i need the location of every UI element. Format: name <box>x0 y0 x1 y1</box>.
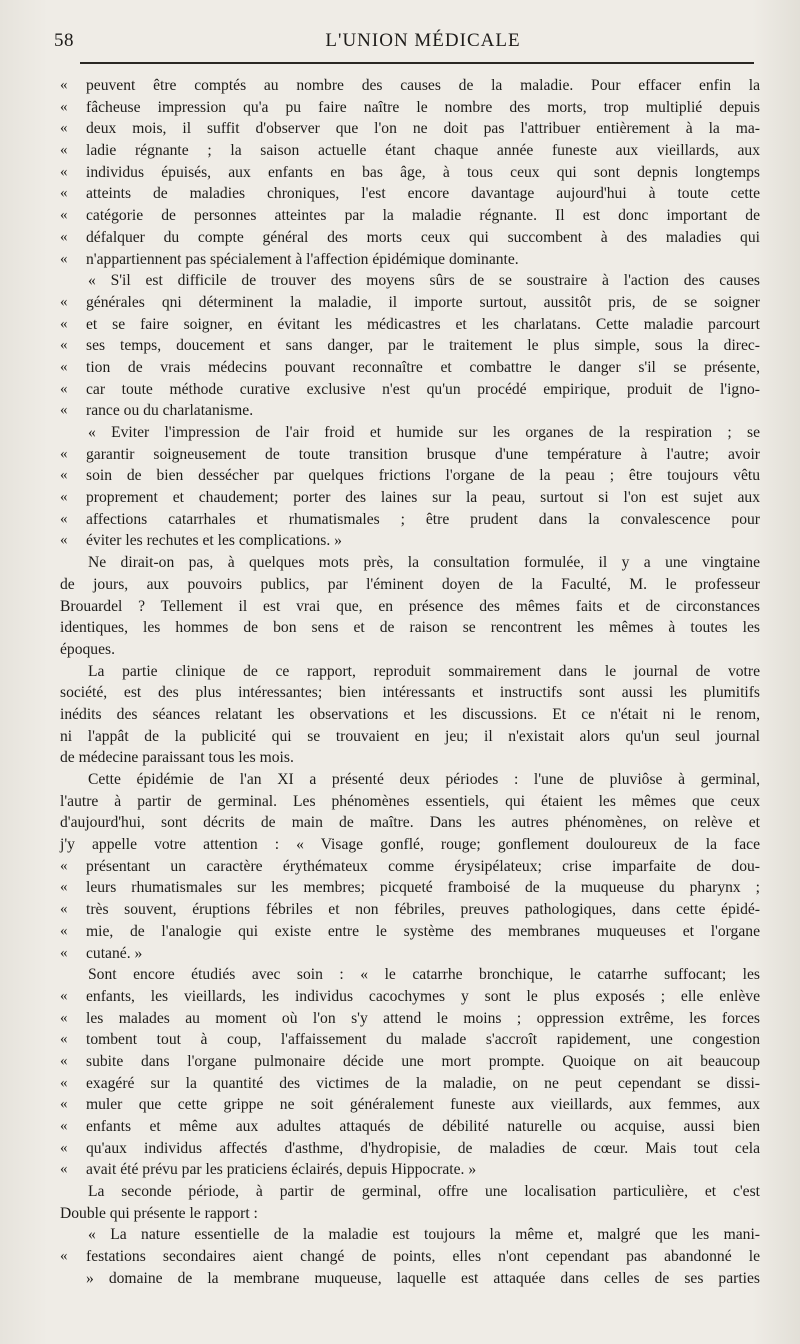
text-line: « atteints de maladies chroniques, l'est encore davantage aujourd'hui à toute cette <box>60 183 760 205</box>
text-line: d'aujourd'hui, sont décrits de main de maître. Dans les autres phénomènes, on relève et <box>60 814 760 832</box>
text-line: société, est des plus intéressantes; bien intéressants et instructifs sont aussi les plumitifs <box>60 684 760 702</box>
text-line: Cette épidémie de l'an XI a présenté deux périodes : l'une de pluviôse à germinal, <box>88 771 760 788</box>
text-line: de jours, aux pouvoirs publics, par l'éminent doyen de la Faculté, M. le professeur <box>60 575 760 593</box>
text-line: « tombent tout à coup, l'affaissement du malade s'accroît rapidement, une congestion <box>60 1029 760 1051</box>
text-line: « proprement et chaudement; porter des laines sur la peau, surtout si l'on est sujet aux <box>60 487 760 509</box>
text-line: « enfants et même aux adultes attaqués de débilité naturelle ou acquise, aussi bien <box>60 1116 760 1138</box>
page-header <box>54 30 752 56</box>
text-line: identiques, les hommes de bon sens et de raison se rencontrent les mêmes à toutes les <box>60 619 760 637</box>
text-line: » domaine de la membrane muqueuse, laquelle est attaquée dans celles de ses parties <box>86 1269 760 1287</box>
text-line: « Eviter l'impression de l'air froid et humide sur les organes de la respiration ; se <box>88 424 760 441</box>
text-line: « affections catarrhales et rhumatismales ; être prudent dans la convalescence pour <box>60 509 760 531</box>
text-line: « car toute méthode curative exclusive n'est qu'un procédé empirique, produit de l'igno- <box>60 379 760 401</box>
text-line: « festations secondaires aient changé de points, elles n'ont cependant pas abandonné le <box>60 1246 760 1268</box>
body-text <box>60 75 760 1290</box>
text-line: « mie, de l'analogie qui existe entre le système des membranes muqueuses et l'organe <box>60 921 760 943</box>
text-line: « défalquer du compte général des morts ceux qui succombent à des maladies qui <box>60 227 760 249</box>
text-line: « présentant un caractère érythémateux comme érysipélateux; crise imparfaite de dou- <box>60 856 760 878</box>
text-line: « et se faire soigner, en évitant les médicastres et les charlatans. Cette maladie parcourt <box>60 314 760 336</box>
text-line: La partie clinique de ce rapport, reproduit sommairement dans le journal de votre <box>88 662 760 680</box>
text-line: « n'appartiennent pas spécialement à l'affection épidémique dominante. <box>60 249 760 271</box>
text-line: j'y appelle votre attention : « Visage gonflé, rouge; gonflement douloureux de la face <box>60 836 760 854</box>
text-line: « leurs rhumatismales sur les membres; picqueté framboisé de la muqueuse du pharynx ; <box>60 877 760 899</box>
text-line: « éviter les rechutes et les complications. » <box>60 530 760 552</box>
text-line: « qu'aux individus affectés d'asthme, d'hydropisie, de maladies de cœur. Mais tout cela <box>60 1138 760 1160</box>
text-line: « soin de bien dessécher par quelques frictions l'organe de la peau ; être toujours vêtu <box>60 465 760 487</box>
text-line: « peuvent être comptés au nombre des causes de la maladie. Pour effacer enfin la <box>60 75 760 97</box>
text-line: « deux mois, il suffit d'observer que l'on ne doit pas l'attribuer entièrement à la ma- <box>60 118 760 140</box>
text-line: « individus épuisés, aux enfants en bas âge, à tous ceux qui sont depnis longtemps <box>60 162 760 184</box>
text-line: « cutané. » <box>60 943 760 965</box>
text-line: Sont encore étudiés avec soin : « le catarrhe bronchique, le catarrhe suffocant; les <box>88 966 760 984</box>
text-line: La seconde période, à partir de germinal, offre une localisation particulière, et c'est <box>88 1183 760 1201</box>
text-line: époques. <box>60 640 115 658</box>
text-line: Double qui présente le rapport : <box>60 1204 258 1222</box>
text-line: « garantir soigneusement de toute transition brusque d'une température à l'autre; avoir <box>60 444 760 466</box>
text-line: « enfants, les vieillards, les individus cacochymes y sont le plus exposés ; elle enlève <box>60 986 760 1008</box>
text-line: « avait été prévu par les praticiens éclairés, depuis Hippocrate. » <box>60 1159 760 1181</box>
text-line: « ses temps, doucement et sans danger, par le traitement le plus simple, sous la direc- <box>60 335 760 357</box>
text-line: « fâcheuse impression qu'a pu faire naître le nombre des morts, trop multiplié depuis <box>60 97 760 119</box>
text-line: « ladie régnante ; la saison actuelle étant chaque année funeste aux vieillards, aux <box>60 140 760 162</box>
text-line: « les malades au moment où l'on s'y attend le moins ; oppression extrême, les forces <box>60 1008 760 1030</box>
page-number: 58 <box>54 30 74 51</box>
text-line: de médecine paraissant tous les mois. <box>60 749 294 767</box>
text-line: « subite dans l'organe pulmonaire décide une mort prompte. Quoique on ait beaucoup <box>60 1051 760 1073</box>
text-line: « exagéré sur la quantité des victimes de la maladie, on ne peut cependant se dissi- <box>60 1073 760 1095</box>
text-line: l'autre à partir de germinal. Les phénomènes essentiels, qui étaient les mêmes que ceux <box>60 792 760 810</box>
text-line: « catégorie de personnes atteintes par la maladie régnante. Il est donc important de <box>60 205 760 227</box>
text-line: « S'il est difficile de trouver des moyens sûrs de se soustraire à l'action des causes <box>88 272 760 290</box>
text-line: ni l'appât de la publicité qui se trouvaient en jeu; il n'existait alors qu'un seul journal <box>60 727 760 745</box>
text-line: inédits des séances relatant les observations et les discussions. Et ce n'était ni le renom, <box>60 705 760 723</box>
text-line: Brouardel ? Tellement il est vrai que, en présence des mêmes faits et de circonstances <box>60 597 760 615</box>
text-line: « tion de vrais médecins pouvant reconnaître et combattre le danger s'il se présente, <box>60 357 760 379</box>
text-line: « muler que cette grippe ne soit généralement funeste aux vieillards, aux femmes, aux <box>60 1094 760 1116</box>
text-line: « générales qni déterminent la maladie, il importe surtout, aussitôt pris, de se soigner <box>60 292 760 314</box>
text-line: « La nature essentielle de la maladie est toujours la même et, malgré que les mani- <box>88 1226 760 1244</box>
running-title: L'UNION MÉDICALE <box>325 30 521 51</box>
header-rule <box>80 62 754 64</box>
text-line: « très souvent, éruptions fébriles et non fébriles, preuves pathologiques, dans cette épidé- <box>60 899 760 921</box>
text-line: « rance ou du charlatanisme. <box>60 400 760 422</box>
text-line: Ne dirait-on pas, à quelques mots près, la consultation formulée, il y a une vingtaine <box>88 554 760 572</box>
